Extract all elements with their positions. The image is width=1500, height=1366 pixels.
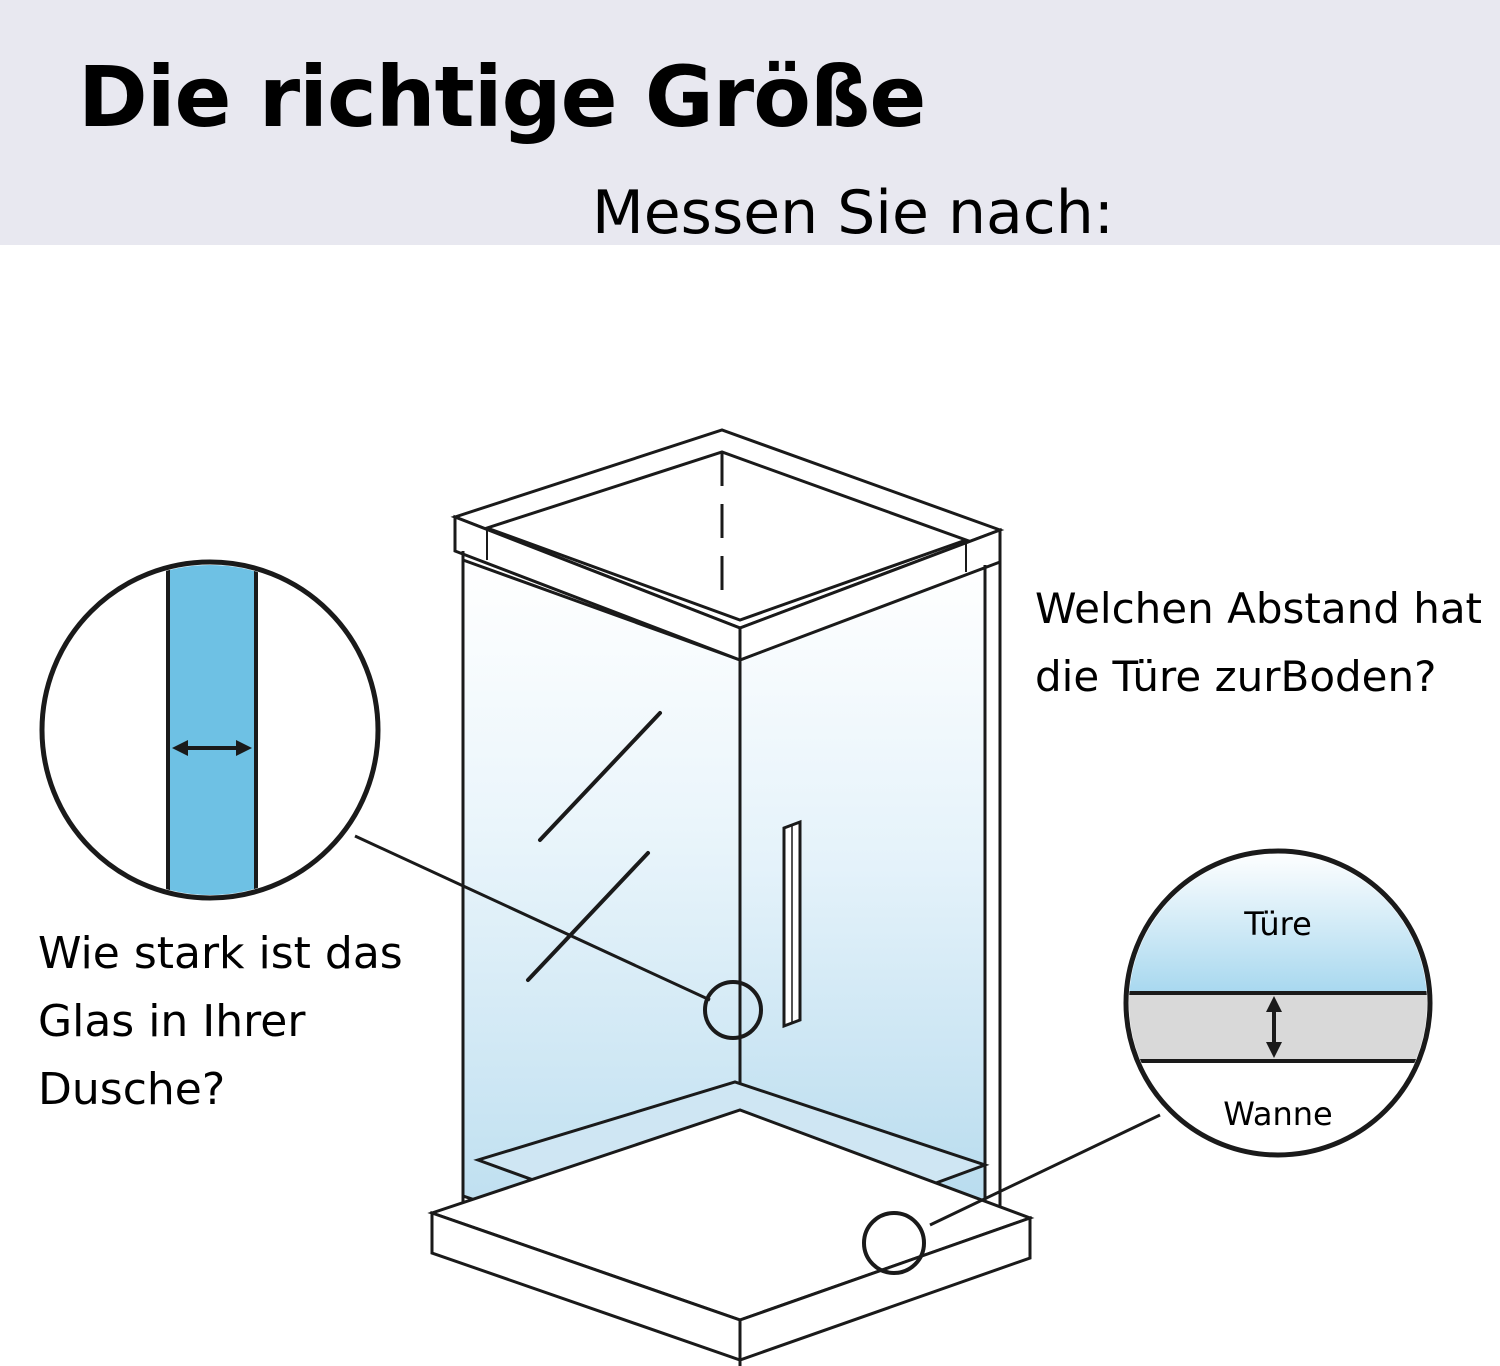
page-title: Die richtige Größe <box>78 48 926 146</box>
right-question-label: Welchen Abstand hat die Türe zurBoden? <box>1035 584 1483 702</box>
door-handle <box>784 822 800 1026</box>
callout-label-door: Türe <box>1244 905 1312 943</box>
page-subtitle: Messen Sie nach: <box>592 178 1114 248</box>
glass-cross-section <box>168 560 256 905</box>
gap-region <box>1120 993 1440 1061</box>
left-question-label: Wie stark ist das Glas in Ihrer Dusche? <box>38 928 403 1116</box>
shower-cabin-isometric <box>432 430 1030 1366</box>
magnifier-content-left <box>168 560 256 905</box>
callout-label-tub: Wanne <box>1223 1095 1333 1133</box>
